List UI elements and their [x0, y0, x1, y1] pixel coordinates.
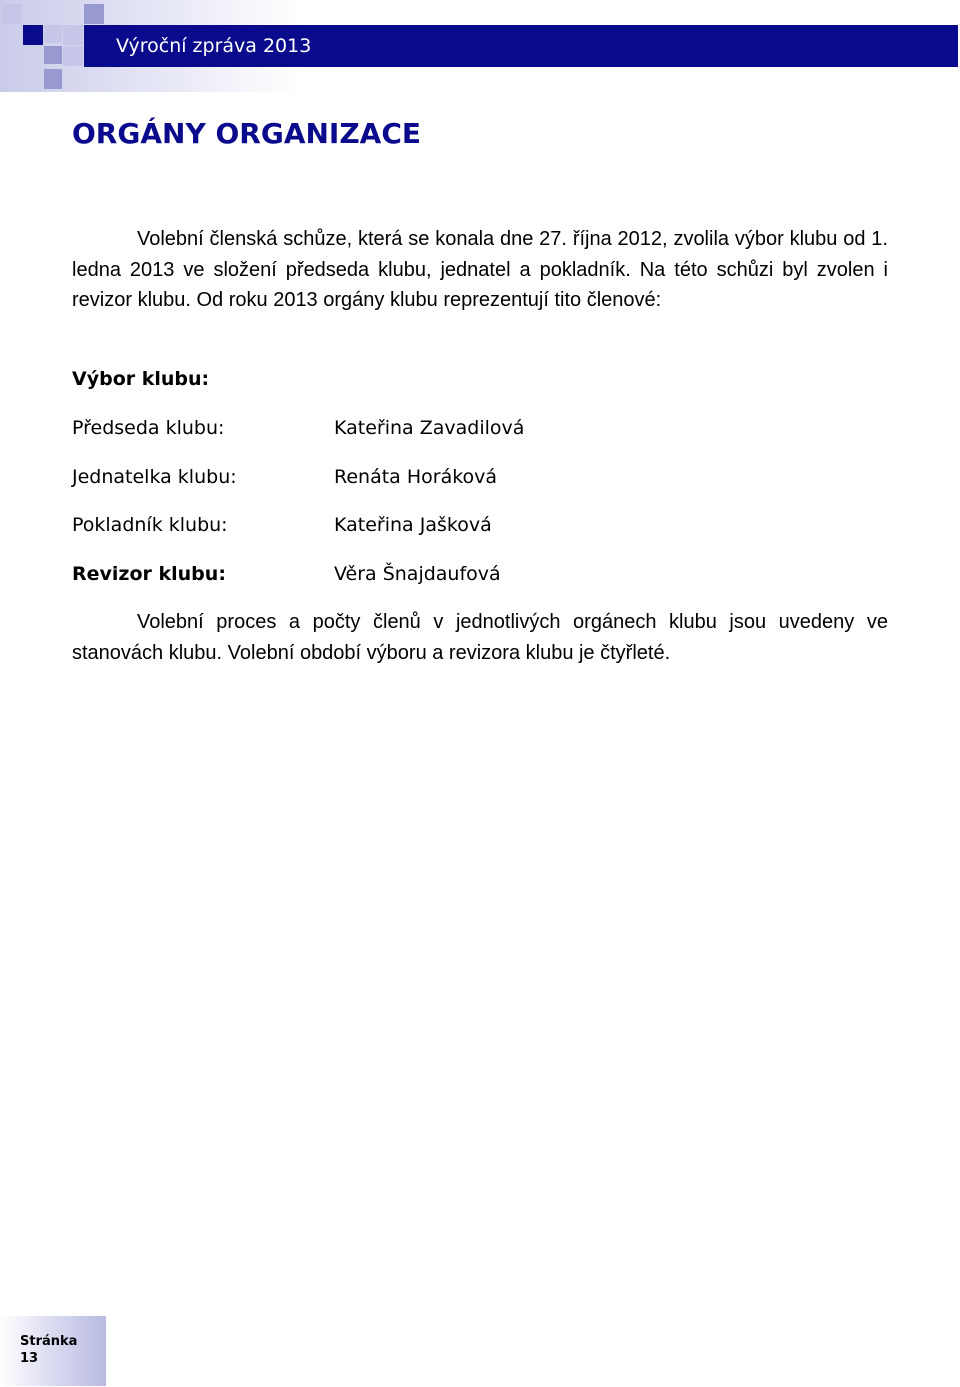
page-number-box	[0, 1316, 106, 1386]
member-role: Revizor klubu:	[72, 563, 226, 585]
member-name: Věra Šnajdaufová	[334, 563, 501, 585]
page-label: Stránka	[20, 1334, 78, 1349]
member-role: Jednatelka klubu:	[72, 466, 237, 488]
header-decor-square	[63, 25, 83, 45]
member-name: Renáta Horáková	[334, 466, 498, 488]
header-decor-square	[63, 46, 83, 66]
header-decor-square	[84, 4, 104, 24]
header-decor-square	[44, 46, 62, 64]
intro-paragraph: Volební členská schůze, která se konala dne 27. října 2012, zvolila výbor klubu od 1. ledna 2013 ve složení předseda klubu, jednatel a pokladník. Na této schůzi byl zvolen i revizor klubu. Od roku 2013 orgány klubu reprezentují tito členové:	[72, 228, 888, 311]
member-row	[72, 511, 888, 539]
header-decor-square	[23, 25, 43, 45]
member-name: Kateřina Jašková	[334, 514, 492, 536]
page-heading: ORGÁNY ORGANIZACE	[72, 117, 421, 150]
closing-paragraph: Volební proces a počty členů v jednotlivých orgánech klubu jsou uvedeny ve stanovách klubu. Volební období výboru a revizora klubu je čtyřleté.	[72, 611, 888, 664]
header-decor-square	[2, 4, 22, 24]
page-number: 13	[20, 1351, 39, 1366]
member-name: Kateřina Zavadilová	[334, 417, 525, 439]
section-label-committee: Výbor klubu:	[72, 368, 210, 390]
header-decor-square	[44, 25, 62, 43]
member-row	[72, 560, 888, 588]
member-row	[72, 463, 888, 491]
member-role: Pokladník klubu:	[72, 514, 228, 536]
member-role: Předseda klubu:	[72, 417, 225, 439]
member-row	[72, 414, 888, 442]
report-title: Výroční zpráva 2013	[116, 35, 312, 57]
header-decor-square	[44, 69, 62, 89]
